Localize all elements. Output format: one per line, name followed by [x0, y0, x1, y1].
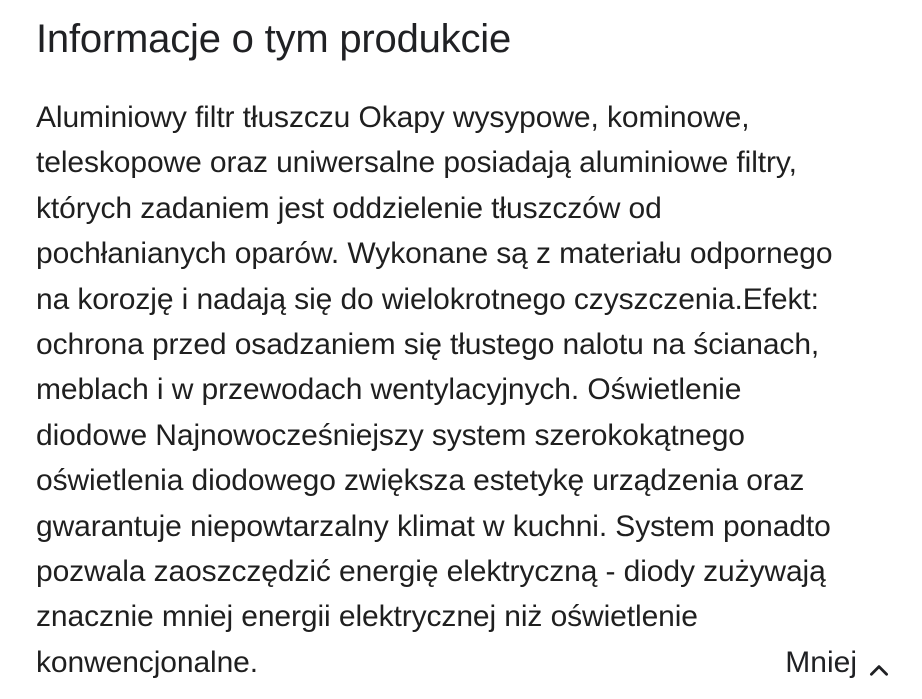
- show-less-label: Mniej: [785, 645, 857, 679]
- product-description: [36, 95, 892, 685]
- description-line: oświetlenia diodowego zwiększa estetykę urządzenia oraz: [36, 464, 805, 498]
- description-line: Aluminiowy filtr tłuszczu Okapy wysypowe, kominowe,: [36, 101, 750, 134]
- chevron-up-icon: [866, 652, 892, 678]
- description-line: których zadaniem jest oddzielenie tłuszczów od: [36, 191, 662, 225]
- page-title: Informacje o tym produkcie: [36, 17, 511, 61]
- description-line: gwarantuje niepowtarzalny klimat w kuchni. System ponadto: [36, 509, 831, 543]
- description-line: ochrona przed osadzaniem się tłustego nalotu na ścianach,: [36, 328, 820, 362]
- description-line: konwencjonalne.: [36, 645, 258, 679]
- description-line: meblach i w przewodach wentylacyjnych. Oświetlenie: [36, 373, 742, 407]
- description-line: znacznie mniej energii elektrycznej niż oświetlenie: [36, 600, 698, 634]
- description-line: diodowe Najnowocześniejszy system szerokokątnego: [36, 418, 745, 452]
- description-line: pozwala zaoszczędzić energię elektryczną - diody zużywają: [36, 555, 826, 589]
- show-less-button[interactable]: [785, 640, 892, 685]
- description-line: na korozję i nadają się do wielokrotnego czyszczenia.Efekt:: [36, 282, 819, 316]
- description-line: teleskopowe oraz uniwersalne posiadają aluminiowe filtry,: [36, 146, 797, 180]
- description-line: pochłanianych oparów. Wykonane są z materiału odpornego: [36, 237, 833, 271]
- description-last-row: [36, 640, 892, 685]
